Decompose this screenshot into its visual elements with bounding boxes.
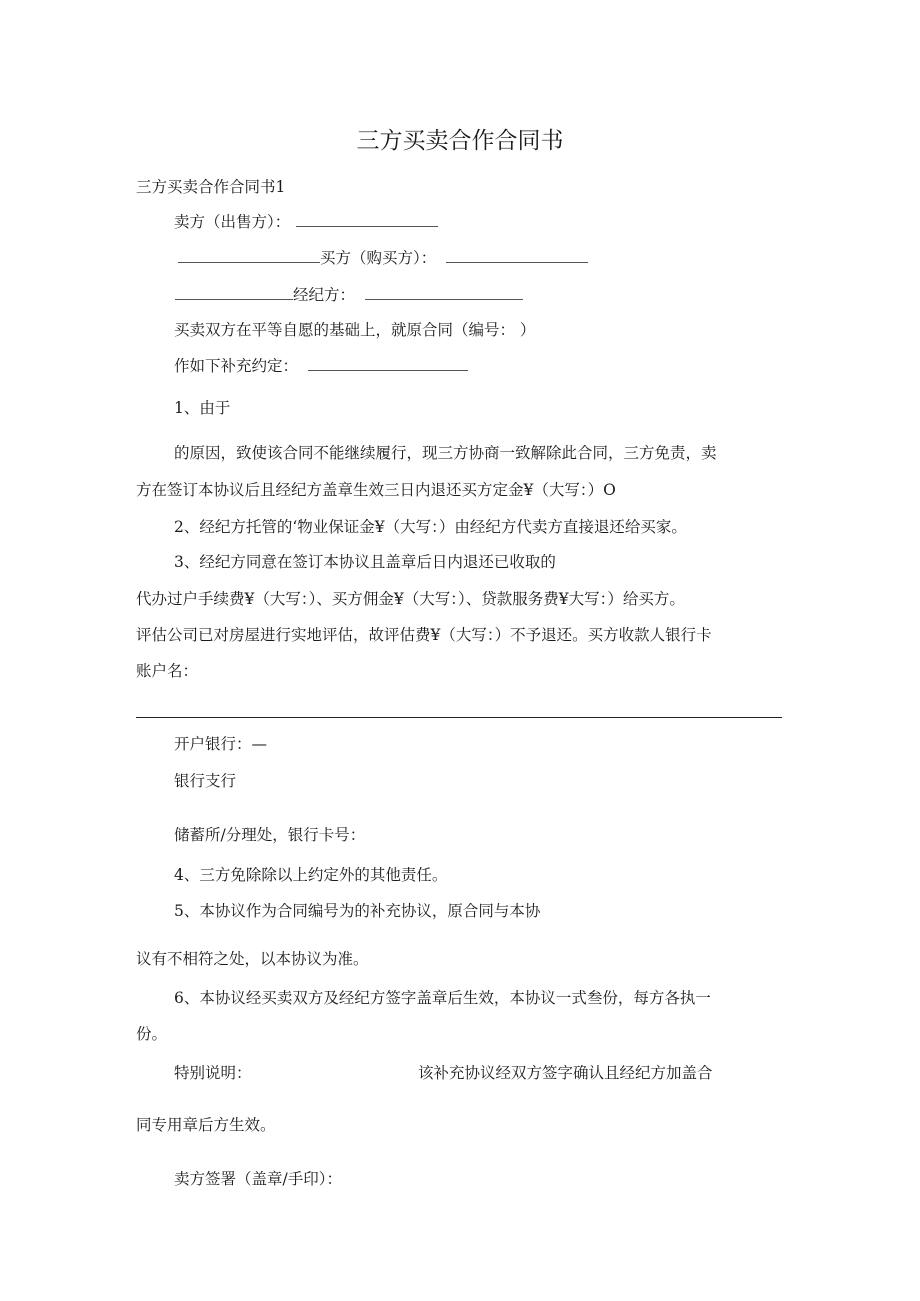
special-tail: 同专用章后方生效。 [136, 1116, 276, 1134]
agreement-blank [308, 356, 468, 371]
item4: 4、三方免除除以上约定外的其他责任。 [174, 866, 448, 884]
para-basis: 买卖双方在平等自愿的基础上，就原合同（编号： ） [174, 321, 536, 339]
agent-line [175, 284, 523, 306]
buyer-blank [446, 248, 588, 263]
agent-prefix-blank [175, 285, 293, 300]
item3-head: 3、经纪方同意在签订本协议且盖章后日内退还已收取的 [174, 553, 556, 571]
bank-open: 开户银行：— [174, 735, 268, 753]
item3-line3: 账户名： [136, 662, 199, 680]
seller-label: 卖方（出售方）： [174, 213, 291, 231]
item5-tail: 议有不相符之处，以本协议为准。 [136, 950, 369, 968]
special-text: 该补充协议经双方签字确认且经纪方加盖合 [418, 1064, 713, 1082]
buyer-prefix-blank [178, 248, 320, 263]
bank-branch: 银行支行 [174, 772, 237, 790]
buyer-line [178, 247, 588, 269]
bank-card: 储蓄所/分理处，银行卡号： [174, 826, 366, 844]
document-title: 三方买卖合作合同书 [356, 128, 564, 154]
para-agreement: 作如下补充约定： [174, 357, 299, 375]
seller-line [174, 211, 438, 233]
agent-label: 经纪方： [293, 286, 356, 304]
seller-blank [296, 212, 438, 227]
item5-head: 5、本协议作为合同编号为的补充协议，原合同与本协 [174, 902, 541, 920]
agent-blank [365, 285, 523, 300]
special-label: 特别说明： [174, 1064, 252, 1082]
item6-line2: 份。 [136, 1025, 168, 1043]
item1-line2: 方在签订本协议后且经纪方盖章生效三日内退还买方定金¥（大写：）O [136, 481, 616, 499]
para-agreement-line [174, 355, 468, 377]
item3-line1: 代办过户手续费¥（大写：）、买方佣金¥（大写：）、贷款服务费¥大写：）给买方。 [136, 590, 685, 608]
item2: 2、经纪方托管的‘物业保证金¥（大写：）由经纪方代卖方直接退还给买家。 [174, 518, 687, 536]
item1-head: 1、由于 [174, 399, 231, 417]
item3-line2: 评估公司已对房屋进行实地评估，故评估费¥（大写：）不予退还。买方收款人银行卡 [136, 626, 712, 644]
buyer-label: 买方（购买方）： [320, 249, 437, 267]
item6-line1: 6、本协议经买卖双方及经纪方签字盖章后生效，本协议一式叁份，每方各执一 [174, 989, 711, 1007]
document-subtitle: 三方买卖合作合同书1 [136, 178, 286, 196]
item1-line1: 的原因，致使该合同不能继续履行，现三方协商一致解除此合同，三方免责，卖 [174, 444, 717, 462]
divider-rule [136, 717, 782, 718]
seller-sign: 卖方签署（盖章/手印）： [174, 1170, 342, 1188]
